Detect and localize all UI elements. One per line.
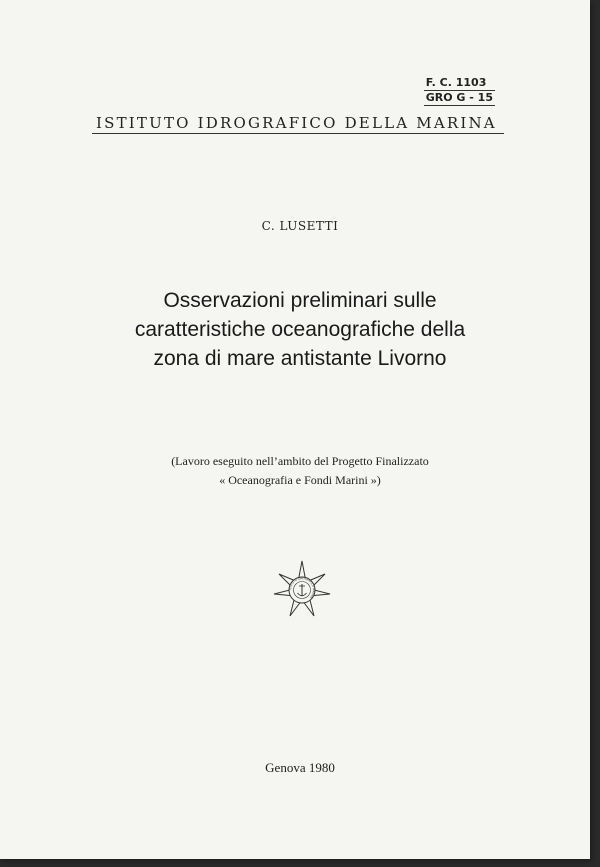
document-title <box>90 286 510 373</box>
catalog-code-block <box>424 76 495 106</box>
institute-heading: ISTITUTO IDROGRAFICO DELLA MARINA <box>96 114 497 132</box>
catalog-code: F. C. 1103 <box>424 76 495 91</box>
subtitle-line: « Oceanografia e Fondi Marini ») <box>219 473 381 487</box>
catalog-code: GRO G - 15 <box>425 91 493 104</box>
document-subtitle <box>90 452 510 490</box>
title-line: caratteristiche oceanografiche della <box>134 318 466 341</box>
title-line: Osservazioni preliminari sulle <box>163 289 437 312</box>
subtitle-line: (Lavoro eseguito nell’ambito del Progetto Finalizzato <box>171 454 429 468</box>
seal-text: ISTITUTO IDROGRAFICO MARINA <box>289 577 315 599</box>
author-name: C. LUSETTI <box>261 219 339 233</box>
heading-rule <box>92 133 504 134</box>
title-line: zona di mare antistante Livorno <box>153 347 447 370</box>
compass-star-seal-icon <box>272 560 332 618</box>
place-date: Genova 1980 <box>265 760 335 775</box>
